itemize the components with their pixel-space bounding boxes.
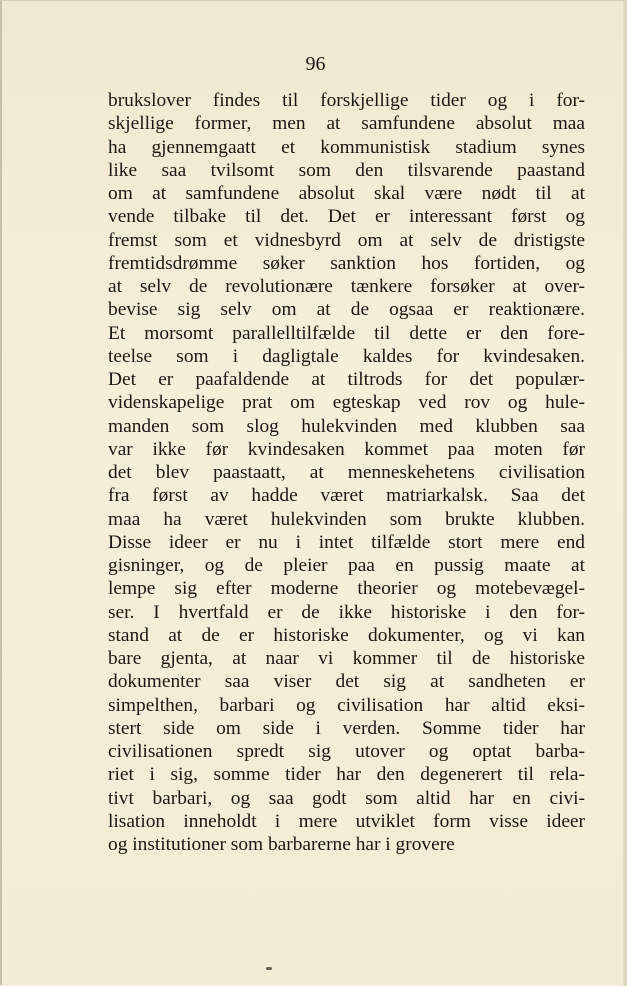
text-line: simpelthen, barbari og civilisation har altid eksi- xyxy=(108,694,585,716)
text-line: brukslover findes til forskjellige tider og i for- xyxy=(108,90,585,111)
text-line: Et morsomt parallelltilfælde til dette er den fore- xyxy=(108,322,585,344)
text-line: ha gjennemgaatt et kommunistisk stadium synes xyxy=(108,136,585,158)
page-number: 96 xyxy=(305,53,326,75)
text-line: ser. I hvertfald er de ikke historiske i den for- xyxy=(108,601,585,623)
text-line: manden som slog hulekvinden med klubben saa xyxy=(108,415,585,437)
text-line: fra først av hadde været matriarkalsk. Saa det xyxy=(108,485,585,507)
text-line: Disse ideer er nu i intet tilfælde stort mere end xyxy=(108,531,585,553)
text-line: at selv de revolutionære tænkere forsøker at over- xyxy=(108,276,585,297)
text-line: tivt barbari, og saa godt som altid har en civi- xyxy=(108,787,585,809)
text-line: like saa tvilsomt som den tilsvarende paastand xyxy=(108,159,585,181)
text-line: fremst som et vidnesbyrd om at selv de dristigste xyxy=(108,229,585,251)
text-line: det blev paastaatt, at menneskehetens civilisation xyxy=(108,462,585,483)
text-line: stand at de er historiske dokumenter, og vi kan xyxy=(108,624,585,646)
text-line: riet i sig, somme tider har den degenerert til rela- xyxy=(108,764,585,786)
text-line: lempe sig efter moderne theorier og motebevægel- xyxy=(108,578,585,600)
text-line: gisninger, og de pleier paa en pussig maate at xyxy=(108,555,585,576)
text-line: om at samfundene absolut skal være nødt til at xyxy=(108,183,585,204)
text-line: maa ha været hulekvinden som brukte klubben. xyxy=(108,508,585,530)
page-edge xyxy=(623,1,627,986)
text-line: videnskapelige prat om egteskap ved rov og hule- xyxy=(108,392,585,414)
text-line: vende tilbake til det. Det er interessant først og xyxy=(108,206,585,228)
text-line: bare gjenta, at naar vi kommer til de historiske xyxy=(108,648,585,669)
text-line: var ikke før kvindesaken kommet paa moten før xyxy=(108,438,585,460)
text-line: fremtidsdrømme søker sanktion hos fortiden, og xyxy=(108,252,585,274)
ink-mark xyxy=(266,967,272,970)
text-line: skjellige former, men at samfundene absolut maa xyxy=(108,113,585,135)
body-text xyxy=(108,89,585,856)
text-line: teelse som i dagligtale kaldes for kvindesaken. xyxy=(108,345,585,367)
text-line: stert side om side i verden. Somme tider har xyxy=(108,717,585,739)
text-line: lisation inneholdt i mere utviklet form visse ideer xyxy=(108,810,585,832)
text-line: bevise sig selv om at de ogsaa er reaktionære. xyxy=(108,299,585,321)
text-line: civilisationen spredt sig utover og optat barba- xyxy=(108,741,585,762)
text-line: og institutioner som barbarerne har i grovere xyxy=(108,834,455,855)
text-line: dokumenter saa viser det sig at sandheten er xyxy=(108,671,585,693)
text-line: Det er paafaldende at tiltrods for det populær- xyxy=(108,369,585,390)
